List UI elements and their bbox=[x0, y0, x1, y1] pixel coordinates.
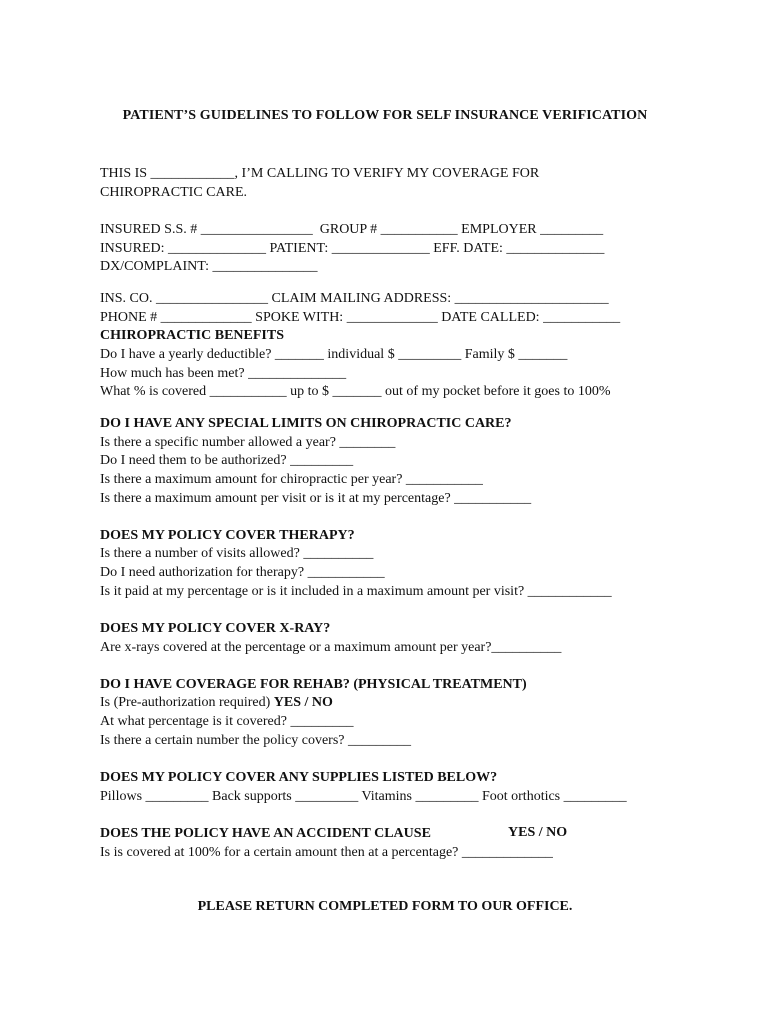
limits-line-4: Is there a maximum amount per visit or is it at my percentage? ___________ bbox=[100, 491, 532, 506]
rehab-line-1: At what percentage is it covered? _________ bbox=[100, 714, 354, 729]
benefits-line-3: What % is covered ___________ up to $ _______ out of my pocket before it goes to 100% bbox=[100, 384, 611, 399]
rehab-preauth-answer: YES / NO bbox=[273, 695, 333, 710]
therapy-line-1: Is there a number of visits allowed? __________ bbox=[100, 546, 374, 561]
supplies-heading: DOES MY POLICY COVER ANY SUPPLIES LISTED BELOW? bbox=[100, 770, 498, 785]
rehab-line-2: Is there a certain number the policy covers? _________ bbox=[100, 733, 412, 748]
insurance-line-2: PHONE # _____________ SPOKE WITH: _____________ DATE CALLED: ___________ bbox=[100, 310, 621, 325]
accident-answer: YES / NO bbox=[508, 825, 568, 840]
intro-line-1: THIS IS ____________, I’M CALLING TO VERIFY MY COVERAGE FOR bbox=[100, 166, 540, 181]
limits-line-1: Is there a specific number allowed a year? ________ bbox=[100, 435, 396, 450]
rehab-heading: DO I HAVE COVERAGE FOR REHAB? (PHYSICAL TREATMENT) bbox=[100, 677, 527, 692]
limits-line-2: Do I need them to be authorized? _________ bbox=[100, 453, 354, 468]
insured-line-2: INSURED: ______________ PATIENT: ______________ EFF. DATE: ______________ bbox=[100, 241, 605, 256]
benefits-line-1: Do I have a yearly deductible? _______ individual $ _________ Family $ _______ bbox=[100, 347, 568, 362]
rehab-preauth-line bbox=[100, 694, 333, 712]
xray-heading: DOES MY POLICY COVER X-RAY? bbox=[100, 621, 331, 636]
insured-line-3: DX/COMPLAINT: _______________ bbox=[100, 259, 318, 274]
limits-heading: DO I HAVE ANY SPECIAL LIMITS ON CHIROPRACTIC CARE? bbox=[100, 416, 512, 431]
insurance-line-1: INS. CO. ________________ CLAIM MAILING ADDRESS: ______________________ bbox=[100, 291, 609, 306]
therapy-heading: DOES MY POLICY COVER THERAPY? bbox=[100, 528, 355, 543]
insured-line-1: INSURED S.S. # ________________ GROUP # ___________ EMPLOYER _________ bbox=[100, 222, 604, 237]
rehab-preauth-label: Is (Pre-authorization required) bbox=[100, 695, 274, 710]
accident-line-1: Is is covered at 100% for a certain amount then at a percentage? _____________ bbox=[100, 845, 553, 860]
xray-line-1: Are x-rays covered at the percentage or a maximum amount per year?__________ bbox=[100, 640, 562, 655]
form-footer: PLEASE RETURN COMPLETED FORM TO OUR OFFICE. bbox=[197, 899, 573, 914]
benefits-heading: CHIROPRACTIC BENEFITS bbox=[100, 328, 284, 343]
accident-heading: DOES THE POLICY HAVE AN ACCIDENT CLAUSE bbox=[100, 826, 431, 841]
limits-line-3: Is there a maximum amount for chiropractic per year? ___________ bbox=[100, 472, 483, 487]
therapy-line-2: Do I need authorization for therapy? ___________ bbox=[100, 565, 385, 580]
therapy-line-3: Is it paid at my percentage or is it included in a maximum amount per visit? ____________ bbox=[100, 584, 612, 599]
supplies-line-1: Pillows _________ Back supports _________ Vitamins _________ Foot orthotics _________ bbox=[100, 789, 627, 804]
form-title: PATIENT’S GUIDELINES TO FOLLOW FOR SELF INSURANCE VERIFICATION bbox=[122, 108, 648, 123]
intro-line-2: CHIROPRACTIC CARE. bbox=[100, 185, 248, 200]
benefits-line-2: How much has been met? ______________ bbox=[100, 366, 347, 381]
